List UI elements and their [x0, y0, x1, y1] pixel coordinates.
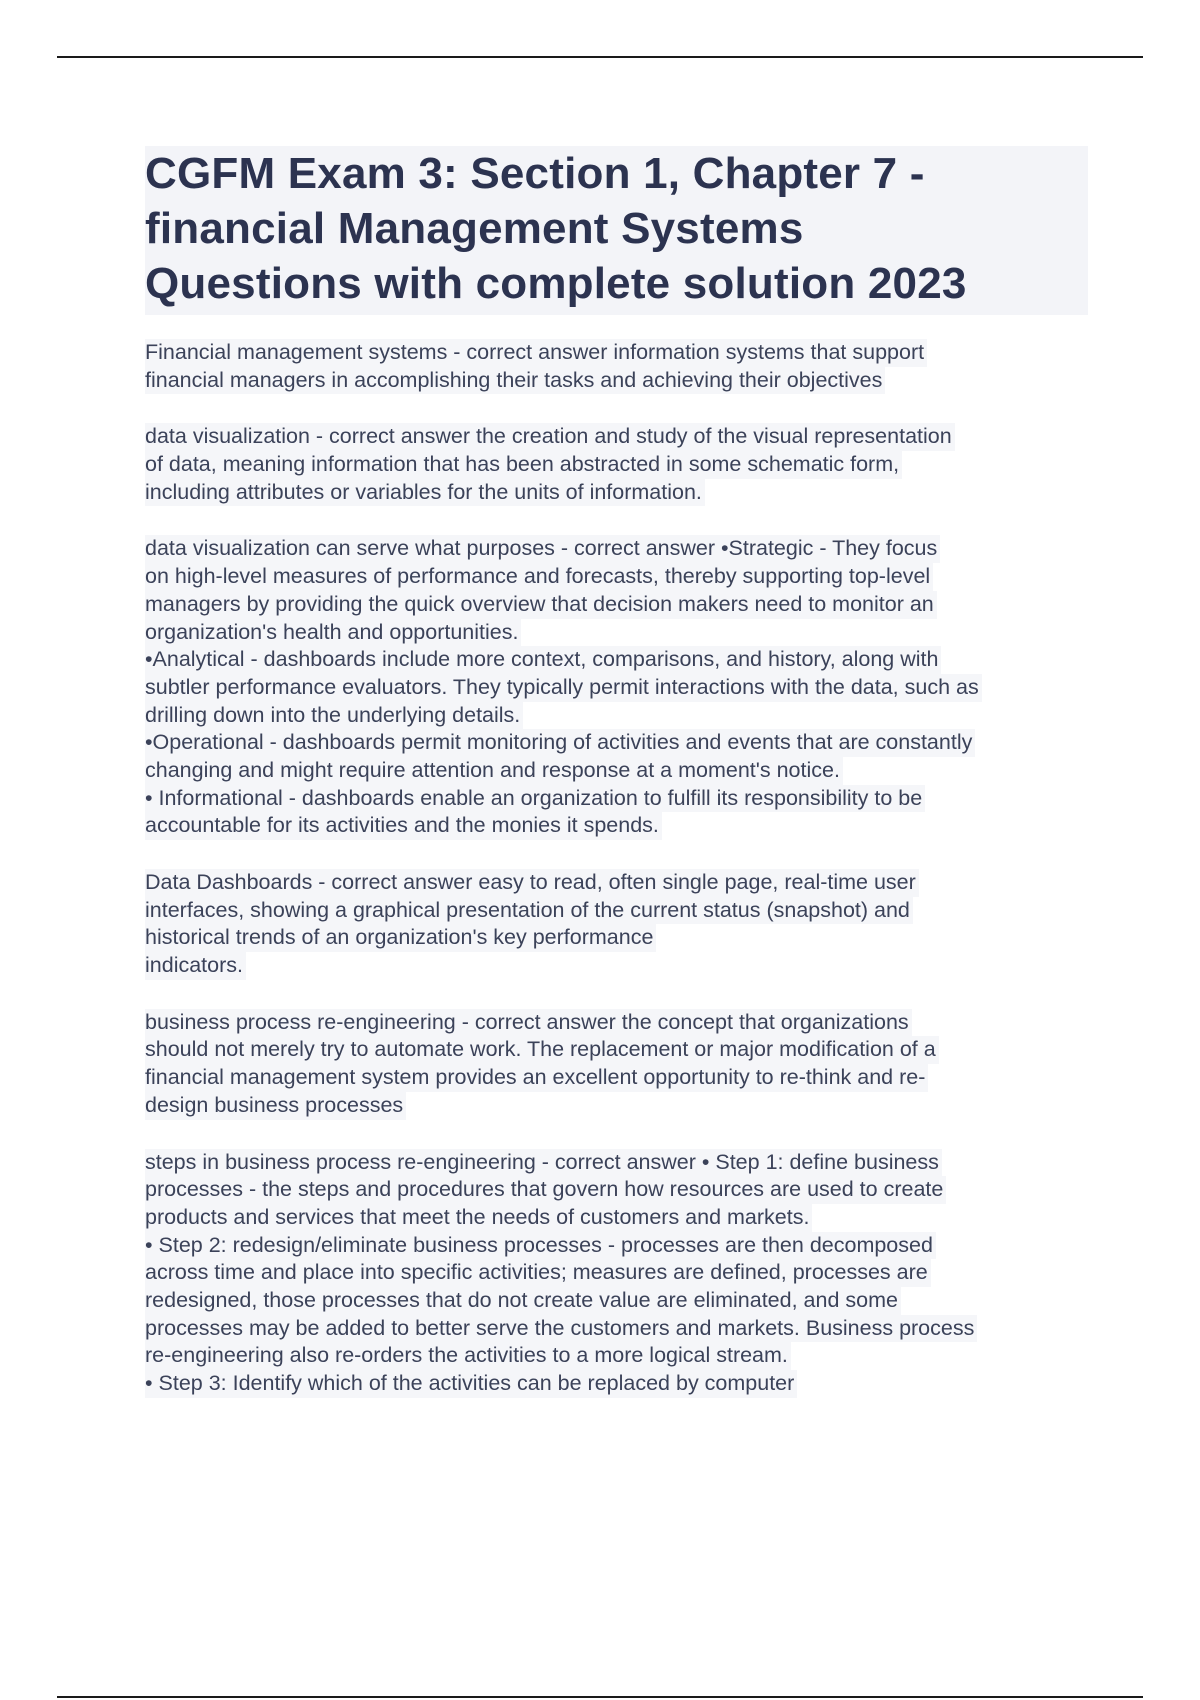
- text-line: historical trends of an organization's key performance: [145, 924, 656, 952]
- text-line: indicators.: [145, 952, 246, 980]
- text-line: on high-level measures of performance and forecasts, thereby supporting top-level: [145, 563, 933, 591]
- text-line: products and services that meet the needs of customers and markets.: [145, 1204, 812, 1232]
- text-line: including attributes or variables for the units of information.: [145, 479, 705, 507]
- text-line: managers by providing the quick overview that decision makers need to monitor an: [145, 591, 937, 619]
- document-title: [145, 146, 1088, 311]
- qa-entry-financial-management-systems: [145, 339, 1095, 394]
- text-line: • Step 3: Identify which of the activities can be replaced by computer: [145, 1370, 797, 1398]
- text-line: subtler performance evaluators. They typically permit interactions with the data, such as: [145, 674, 982, 702]
- text-line: should not merely try to automate work. The replacement or major modification of a: [145, 1036, 939, 1064]
- text-line: financial management system provides an excellent opportunity to re-think and re-: [145, 1064, 928, 1092]
- text-line: processes may be added to better serve the customers and markets. Business process: [145, 1315, 977, 1343]
- text-line: re-engineering also re-orders the activities to a more logical stream.: [145, 1342, 791, 1370]
- qa-entry-visualization-purposes: [145, 535, 1095, 840]
- text-line: design business processes: [145, 1092, 406, 1120]
- text-line: processes - the steps and procedures that govern how resources are used to create: [145, 1176, 946, 1204]
- text-line: business process re-engineering - correct answer the concept that organizations: [145, 1009, 912, 1037]
- text-line: steps in business process re-engineering - correct answer • Step 1: define business: [145, 1149, 942, 1177]
- top-rule: [57, 56, 1143, 58]
- text-line: data visualization can serve what purposes - correct answer •Strategic - They focus: [145, 535, 940, 563]
- text-line: data visualization - correct answer the creation and study of the visual representation: [145, 423, 955, 451]
- qa-entry-data-dashboards: [145, 869, 1095, 980]
- text-line: financial managers in accomplishing their tasks and achieving their objectives: [145, 367, 885, 395]
- text-line: of data, meaning information that has been abstracted in some schematic form,: [145, 451, 902, 479]
- qa-entry-data-visualization: [145, 423, 1095, 506]
- text-line: • Step 2: redesign/eliminate business processes - processes are then decomposed: [145, 1232, 936, 1260]
- text-line: • Informational - dashboards enable an organization to fulfill its responsibility to be: [145, 785, 925, 813]
- qa-content: [145, 339, 1095, 1427]
- qa-entry-reengineering-steps: [145, 1149, 1095, 1398]
- text-line: interfaces, showing a graphical presentation of the current status (snapshot) and: [145, 897, 913, 925]
- text-line: redesigned, those processes that do not create value are eliminated, and some: [145, 1287, 901, 1315]
- text-line: organization's health and opportunities.: [145, 619, 521, 647]
- text-line: Data Dashboards - correct answer easy to read, often single page, real-time user: [145, 869, 919, 897]
- title-line: CGFM Exam 3: Section 1, Chapter 7 -: [145, 149, 925, 198]
- text-line: across time and place into specific activities; measures are defined, processes are: [145, 1259, 931, 1287]
- text-line: changing and might require attention and response at a moment's notice.: [145, 757, 843, 785]
- document-title-block: [145, 146, 1088, 315]
- text-line: accountable for its activities and the monies it spends.: [145, 812, 662, 840]
- text-line: •Analytical - dashboards include more context, comparisons, and history, along with: [145, 646, 941, 674]
- qa-entry-business-process-reengineering: [145, 1009, 1095, 1120]
- text-line: drilling down into the underlying details.: [145, 702, 523, 730]
- text-line: Financial management systems - correct answer information systems that support: [145, 339, 927, 367]
- title-line: financial Management Systems: [145, 204, 804, 253]
- title-line: Questions with complete solution 2023: [145, 259, 967, 308]
- text-line: •Operational - dashboards permit monitoring of activities and events that are constantly: [145, 729, 975, 757]
- bottom-rule: [57, 1696, 1143, 1698]
